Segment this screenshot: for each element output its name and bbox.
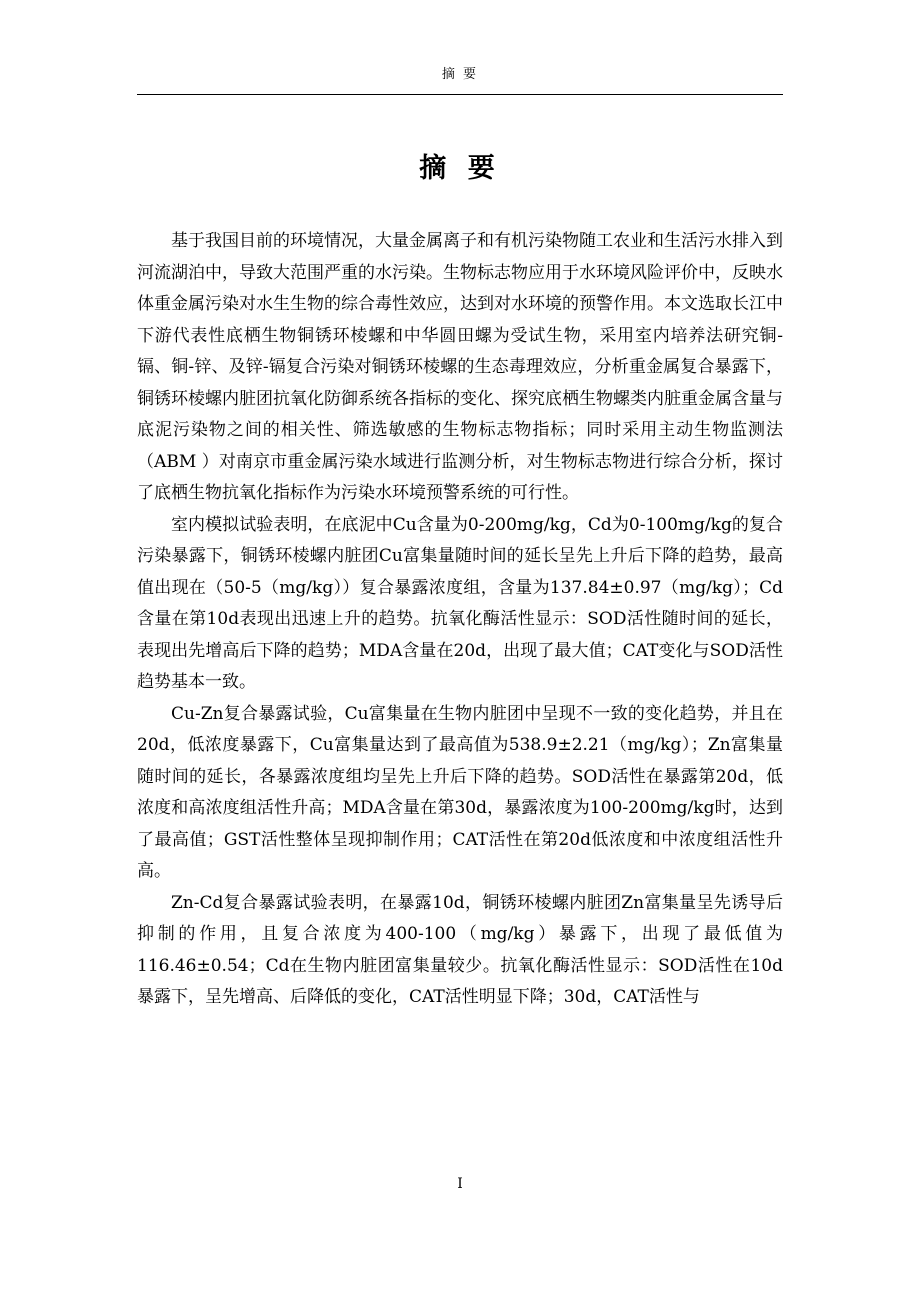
abstract-body bbox=[137, 226, 783, 1014]
abstract-paragraph-4: Zn-Cd复合暴露试验表明，在暴露10d，铜锈环棱螺内脏团Zn富集量呈先诱导后抑制的作用，且复合浓度为400-100（mg/kg）暴露下，出现了最低值为116.46±0.54；Cd在生物内脏团富集量较少。抗氧化酶活性显示：SOD活性在10d暴露下，呈先增高、后降低的变化，CAT活性明显下降；30d，CAT活性与 bbox=[137, 892, 783, 1007]
running-header: 摘 要 bbox=[441, 67, 479, 82]
page-title: 摘 要 bbox=[419, 153, 501, 184]
abstract-paragraph-2: 室内模拟试验表明，在底泥中Cu含量为0-200mg/kg，Cd为0-100mg/kg的复合污染暴露下，铜锈环棱螺内脏团Cu富集量随时间的延长呈先上升后下降的趋势，最高值出现在（50-5（mg/kg））复合暴露浓度组，含量为137.84±0.97（mg/kg）；Cd含量在第10d表现出迅速上升的趋势。抗氧化酶活性显示：SOD活性随时间的延长，表现出先增高后下降的趋势；MDA含量在20d，出现了最大值；CAT变化与SOD活性趋势基本一致。 bbox=[137, 514, 783, 692]
abstract-paragraph-3: Cu-Zn复合暴露试验，Cu富集量在生物内脏团中呈现不一致的变化趋势，并且在20d，低浓度暴露下，Cu富集量达到了最高值为538.9±2.21（mg/kg）；Zn富集量随时间的延长，各暴露浓度组均呈先上升后下降的趋势。SOD活性在暴露第20d，低浓度和高浓度组活性升高；MDA含量在第30d，暴露浓度为100-200mg/kg时，达到了最高值；GST活性整体呈现抑制作用；CAT活性在第20d低浓度和中浓度组活性升高。 bbox=[137, 703, 783, 881]
header-rule bbox=[137, 94, 783, 95]
page-number: I bbox=[457, 1176, 463, 1192]
abstract-paragraph-1: 基于我国目前的环境情况，大量金属离子和有机污染物随工农业和生活污水排入到河流湖泊中，导致大范围严重的水污染。生物标志物应用于水环境风险评价中，反映水体重金属污染对水生生物的综合毒性效应，达到对水环境的预警作用。本文选取长江中下游代表性底栖生物铜锈环棱螺和中华圆田螺为受试生物，采用室内培养法研究铜-镉、铜-锌、及锌-镉复合污染对铜锈环棱螺的生态毒理效应，分析重金属复合暴露下，铜锈环棱螺内脏团抗氧化防御系统各指标的变化、探究底栖生物螺类内脏重金属含量与底泥污染物之间的相关性、筛选敏感的生物标志物指标；同时采用主动生物监测法（ABM ）对南京市重金属污染水域进行监测分析，对生物标志物进行综合分析，探讨了底栖生物抗氧化指标作为污染水环境预警系统的可行性。 bbox=[137, 231, 783, 503]
